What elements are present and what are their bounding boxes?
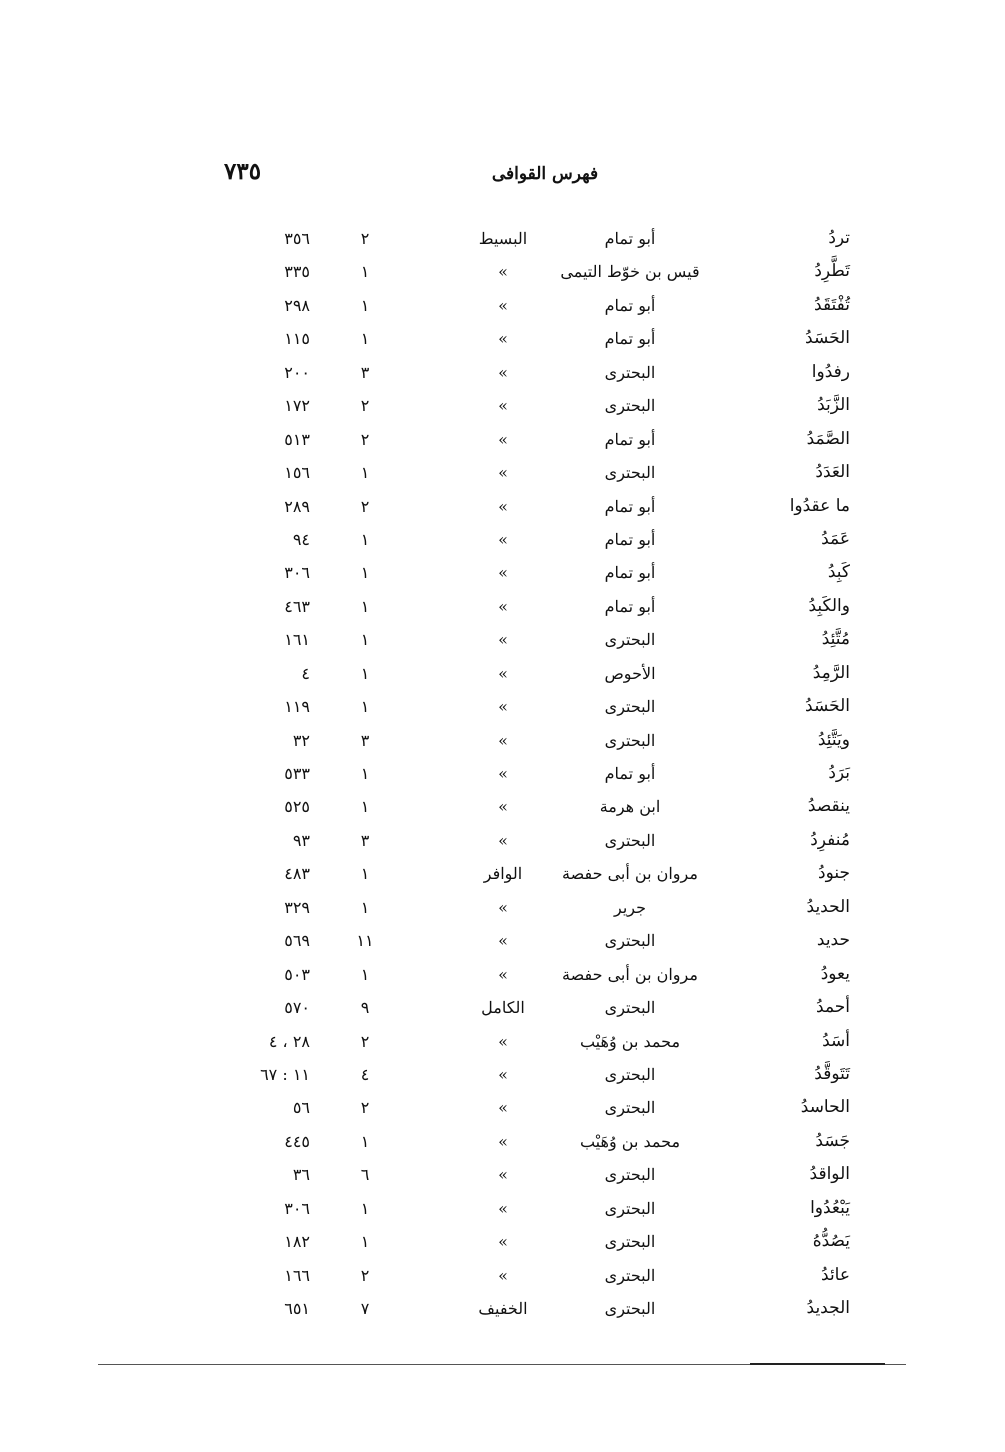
rhyme-word: ينقصدُ [807,796,850,817]
verse-count: ١ [360,697,370,717]
page-reference: ٢٨ ، ٤ [268,1031,310,1051]
verse-count: ١ [360,897,370,917]
poet-name: البحترى [604,463,656,483]
rhyme-index-table [200,222,860,1325]
page-reference: ٤٦٣ [284,596,310,616]
verse-count: ١ [360,529,370,549]
rhyme-word: عائدُ [821,1264,850,1285]
table-row [200,1058,860,1091]
meter-name: » [498,529,508,549]
table-row [200,1259,860,1292]
page-reference: ١١٩ [284,697,310,717]
meter-name: » [498,396,508,416]
rhyme-word: أحمدُ [816,997,850,1018]
verse-count: ٧ [360,1299,370,1318]
poet-name: أبو تمام [604,229,656,248]
page-reference: ٣٠٦ [284,1198,310,1218]
table-row [200,824,860,857]
verse-count: ١ [360,1131,370,1151]
table-row [200,657,860,690]
page-reference: ٥٢٥ [284,797,310,817]
verse-count: ١ [360,563,370,583]
page-reference: ١٦١ [284,630,310,650]
verse-count: ٢ [360,1265,370,1285]
meter-name: » [498,1165,508,1185]
poet-name: البحترى [604,931,656,951]
poet-name: البحترى [604,362,656,382]
page-reference: ١٧٢ [284,396,310,416]
meter-name: » [498,764,508,783]
page-reference: ٩٣ [292,830,310,850]
page-reference: ٥٧٠ [284,998,310,1018]
rhyme-word: والكَبِدُ [808,595,850,616]
rhyme-word: الحديدُ [806,896,850,917]
poet-name: الأحوص [604,663,656,683]
poet-name: البحترى [604,697,656,717]
table-row [200,389,860,422]
rhyme-word: بَرَدُ [828,763,850,783]
table-row [200,1158,860,1191]
table-row [200,222,860,255]
meter-name: » [498,1198,508,1218]
table-row [200,423,860,456]
poet-name: مروان بن أبى حفصة [562,864,698,884]
verse-count: ٢ [360,396,370,416]
verse-count: ٣ [360,362,370,382]
verse-count: ١ [360,295,370,315]
poet-name: محمد بن وُهَيْب [579,1031,681,1051]
meter-name: » [498,1232,508,1252]
bottom-rule-accent [750,1363,885,1365]
page-reference: ١٨٢ [284,1232,310,1252]
table-row [200,1292,860,1325]
verse-count: ١ [360,764,370,783]
page-reference: ٣٢ [292,730,310,750]
verse-count: ٢ [360,429,370,449]
rhyme-word: الحَسَدُ [805,328,850,349]
meter-name: » [498,1064,508,1084]
page-reference: ٥٣٣ [284,764,310,783]
page-reference: ١١ : ٦٧ [260,1064,310,1084]
meter-name: » [498,596,508,616]
poet-name: أبو تمام [604,429,656,449]
meter-name: » [498,262,508,282]
verse-count: ٩ [360,998,370,1018]
table-row [200,523,860,556]
table-row [200,958,860,991]
meter-name: » [498,295,508,315]
poet-name: البحترى [604,1265,656,1285]
meter-name: » [498,1031,508,1051]
page-reference: ٤ [301,663,310,683]
table-row [200,1091,860,1124]
poet-name: أبو تمام [604,764,656,783]
page-reference: ٣٣٥ [284,262,310,282]
table-row [200,623,860,656]
page-reference: ٩٤ [292,529,310,549]
verse-count: ١ [360,964,370,984]
verse-count: ١١ [356,931,374,951]
page-reference: ٥٦ [292,1098,310,1118]
poet-name: أبو تمام [604,496,656,516]
page-reference: ٣٦ [292,1165,310,1185]
table-row [200,857,860,890]
rhyme-word: يَصُدُّهُ [812,1231,850,1252]
table-row [200,690,860,723]
rhyme-word: جنودُ [818,863,850,884]
table-row [200,924,860,957]
poet-name: البحترى [604,730,656,750]
rhyme-word: الواقدُ [809,1164,850,1185]
page-title: فهرس القوافى [491,164,599,184]
meter-name: » [498,697,508,717]
verse-count: ١ [360,797,370,817]
meter-name: » [498,630,508,650]
page-reference: ٥٦٩ [284,931,310,951]
meter-name: » [498,797,508,817]
poet-name: جرير [614,897,646,917]
page-reference: ٥٠٣ [284,964,310,984]
meter-name: » [498,1265,508,1285]
rhyme-word: الحَسَدُ [805,696,850,717]
page-reference: ٦٥١ [284,1299,310,1318]
poet-name: أبو تمام [604,563,656,583]
meter-name: » [498,362,508,382]
rhyme-word: الجديدُ [806,1298,850,1318]
table-row [200,1192,860,1225]
rhyme-word: يَبْعُدُوا [810,1197,850,1218]
page-reference: ٥١٣ [284,429,310,449]
poet-name: أبو تمام [604,596,656,616]
meter-name: » [498,931,508,951]
verse-count: ١ [360,864,370,884]
rhyme-word: تُفْتَقَدُ [814,294,850,315]
meter-name: » [498,329,508,349]
verse-count: ١ [360,329,370,349]
meter-name: الوافر [483,864,523,884]
meter-name: الكامل [481,998,525,1018]
page-reference: ٢٠٠ [284,362,310,382]
rhyme-word: تَطَّرِدُ [814,261,850,282]
meter-name: » [498,563,508,583]
meter-name: البسيط [478,229,528,248]
table-row [200,790,860,823]
verse-count: ٣ [360,730,370,750]
verse-count: ٦ [360,1165,370,1185]
table-row [200,289,860,322]
page-reference: ١٦٦ [284,1265,310,1285]
poet-name: البحترى [604,1299,656,1318]
verse-count: ٢ [360,229,370,248]
poet-name: البحترى [604,1198,656,1218]
table-row [200,490,860,523]
poet-name: أبو تمام [604,295,656,315]
meter-name: » [498,830,508,850]
poet-name: قيس بن خوّط التيمى [560,262,700,282]
page-number: ٧٣٥ [224,158,262,185]
page-reference: ٢٨٩ [284,496,310,516]
poet-name: أبو تمام [604,329,656,349]
rhyme-word: أسَدُ [822,1030,850,1051]
rhyme-word: حديد [816,930,850,951]
verse-count: ١ [360,596,370,616]
page-reference: ٣٢٩ [284,897,310,917]
meter-name: » [498,496,508,516]
poet-name: البحترى [604,998,656,1018]
rhyme-word: ما عقدُوا [789,495,850,516]
rhyme-word: الزَّبَدُ [817,395,850,416]
verse-count: ١ [360,1232,370,1252]
rhyme-word: مُنفرِدُ [810,829,850,850]
rhyme-word: تردُ [828,228,850,248]
poet-name: البحترى [604,1165,656,1185]
rhyme-word: مُتَّئِدُ [821,629,850,650]
poet-name: مروان بن أبى حفصة [562,964,698,984]
table-row [200,456,860,489]
poet-name: محمد بن وُهَيْب [579,1131,681,1151]
verse-count: ١ [360,1198,370,1218]
poet-name: البحترى [604,1098,656,1118]
verse-count: ٢ [360,496,370,516]
page-reference: ٢٩٨ [284,295,310,315]
meter-name: » [498,463,508,483]
meter-name: » [498,730,508,750]
verse-count: ١ [360,663,370,683]
table-row [200,1125,860,1158]
page-reference: ٤٨٣ [284,864,310,884]
meter-name: » [498,429,508,449]
rhyme-word: جَسَدُ [815,1130,850,1151]
meter-name: » [498,964,508,984]
table-row [200,991,860,1024]
table-row [200,724,860,757]
table-row [200,322,860,355]
table-row [200,590,860,623]
poet-name: أبو تمام [604,529,656,549]
rhyme-word: كَبِدُ [827,562,850,583]
verse-count: ٣ [360,830,370,850]
poet-name: البحترى [604,396,656,416]
verse-count: ٢ [360,1031,370,1051]
rhyme-word: ويَتَّئِدُ [817,729,850,750]
rhyme-word: الرَّمِدُ [812,662,850,683]
table-row [200,255,860,288]
verse-count: ١ [360,262,370,282]
table-row [200,757,860,790]
rhyme-word: الصَّمَدُ [806,428,850,449]
meter-name: الخفيف [478,1299,528,1318]
table-row [200,556,860,589]
poet-name: البحترى [604,830,656,850]
verse-count: ٤ [360,1064,370,1084]
rhyme-word: رفدُوا [811,361,850,382]
table-row [200,1225,860,1258]
rhyme-word: تَتَوقَّدُ [814,1063,850,1084]
rhyme-word: عَمَدُ [821,528,850,549]
meter-name: » [498,1131,508,1151]
table-row [200,1025,860,1058]
verse-count: ١ [360,463,370,483]
poet-name: البحترى [604,1232,656,1252]
page-reference: ١١٥ [284,329,310,349]
verse-count: ١ [360,630,370,650]
page-reference: ٤٤٥ [284,1131,310,1151]
page-reference: ٣٠٦ [284,563,310,583]
rhyme-word: العَدَدُ [815,462,850,483]
meter-name: » [498,897,508,917]
table-row [200,356,860,389]
verse-count: ٢ [360,1098,370,1118]
meter-name: » [498,1098,508,1118]
rhyme-word: يعودُ [820,963,850,984]
poet-name: البحترى [604,630,656,650]
poet-name: البحترى [604,1064,656,1084]
page-reference: ٣٥٦ [284,229,310,248]
page-reference: ١٥٦ [284,463,310,483]
table-row [200,891,860,924]
meter-name: » [498,663,508,683]
rhyme-word: الحاسدُ [800,1097,850,1118]
poet-name: ابن هرمة [599,797,661,817]
